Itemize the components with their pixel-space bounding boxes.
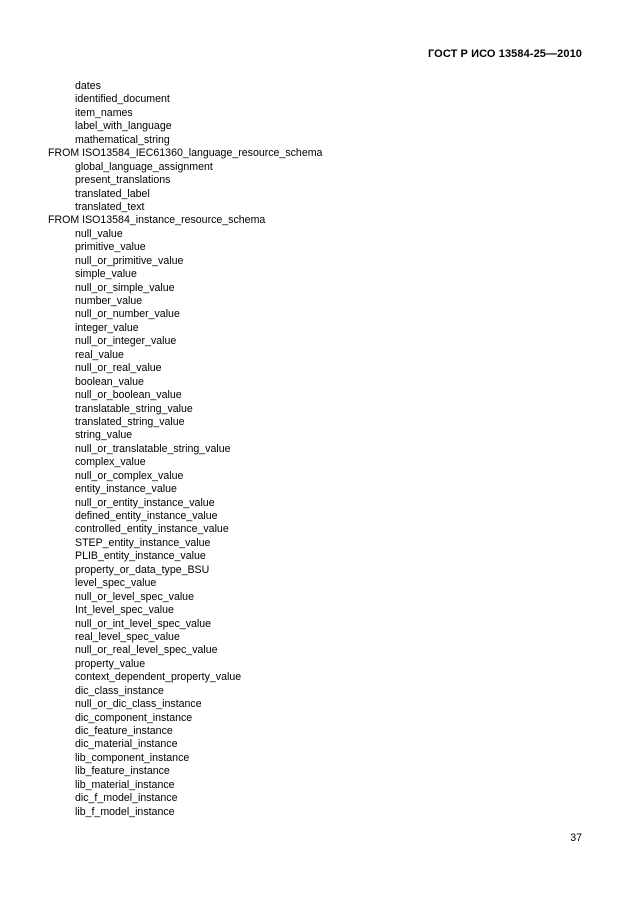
schema-entity-name: Int_level_spec_value xyxy=(75,604,174,617)
schema-entity-name: translated_text xyxy=(75,200,145,213)
schema-entity-name: null_or_real_value xyxy=(75,362,162,375)
schema-entity-name: simple_value xyxy=(75,268,137,281)
schema-entity-name: null_value xyxy=(75,227,123,240)
schema-entity-name: item_names xyxy=(75,106,133,119)
schema-entity-name: property_or_data_type_BSU xyxy=(75,563,210,576)
schema-entity-name: mathematical_string xyxy=(75,133,170,146)
schema-entity-name: lib_component_instance xyxy=(75,751,190,764)
schema-entity-name: boolean_value xyxy=(75,375,144,388)
schema-entity-name: null_or_primitive_value xyxy=(75,254,184,267)
schema-entity-name: entity_instance_value xyxy=(75,483,177,496)
page-number: 37 xyxy=(570,832,582,844)
schema-entity-name: real_level_spec_value xyxy=(75,630,180,643)
schema-entity-name: null_or_entity_instance_value xyxy=(75,496,215,509)
schema-entity-name: number_value xyxy=(75,295,143,307)
page-header-standard-code: ГОСТ Р ИСО 13584-25—2010 xyxy=(427,48,582,60)
schema-reference-list xyxy=(48,80,590,819)
schema-entity-name: defined_entity_instance_value xyxy=(75,510,218,522)
schema-from-clause: FROM ISO13584_IEC61360_language_resource_schema xyxy=(48,147,323,160)
schema-entity-name: null_or_translatable_string_value xyxy=(75,442,231,455)
schema-entity-name: null_or_simple_value xyxy=(75,281,175,294)
schema-entity-name: integer_value xyxy=(75,321,139,334)
schema-entity-name: lib_feature_instance xyxy=(75,765,170,778)
schema-entity-name: lib_material_instance xyxy=(75,778,175,791)
schema-entity-name: null_or_complex_value xyxy=(75,469,184,482)
schema-entity-name: null_or_boolean_value xyxy=(75,389,182,402)
schema-entity-name: null_or_number_value xyxy=(75,308,180,321)
schema-entity-name: dates xyxy=(75,80,101,92)
schema-entity-name: null_or_real_level_spec_value xyxy=(75,644,218,657)
schema-entity-name: null_or_int_level_spec_value xyxy=(75,617,212,630)
schema-entity-name: controlled_entity_instance_value xyxy=(75,523,229,536)
schema-entity-name: dic_feature_instance xyxy=(75,725,173,737)
schema-entity-name: translated_label xyxy=(75,187,150,200)
schema-entity-name: dic_material_instance xyxy=(75,738,178,751)
schema-entity-name: global_language_assignment xyxy=(75,160,213,173)
schema-entity-name: identified_document xyxy=(75,93,170,106)
schema-entity-name: real_value xyxy=(75,348,124,361)
schema-entity-name: translated_string_value xyxy=(75,415,185,428)
schema-entity-name: lib_f_model_instance xyxy=(75,805,175,818)
schema-entity-name: label_with_language xyxy=(75,120,172,133)
schema-entity-name: translatable_string_value xyxy=(75,402,193,415)
schema-entity-name: level_spec_value xyxy=(75,577,157,590)
schema-entity-name: string_value xyxy=(75,429,133,442)
schema-entity-name: null_or_dic_class_instance xyxy=(75,698,202,711)
schema-entity-name: dic_component_instance xyxy=(75,711,193,724)
schema-entity-name: complex_value xyxy=(75,456,146,469)
schema-entity-name: null_or_level_spec_value xyxy=(75,590,194,603)
schema-entity-name: context_dependent_property_value xyxy=(75,671,242,684)
schema-entity-name: property_value xyxy=(75,657,146,670)
schema-entity-name: PLIB_entity_instance_value xyxy=(75,550,206,563)
schema-entity-name: dic_f_model_instance xyxy=(75,792,178,805)
schema-entity-name: present_translations xyxy=(75,174,171,187)
schema-from-clause: FROM ISO13584_instance_resource_schema xyxy=(48,214,266,227)
schema-entity-name: null_or_integer_value xyxy=(75,335,177,348)
schema-entity-name: STEP_entity_instance_value xyxy=(75,536,211,549)
schema-entity-name: primitive_value xyxy=(75,241,146,254)
schema-entity-name: dic_class_instance xyxy=(75,684,164,697)
